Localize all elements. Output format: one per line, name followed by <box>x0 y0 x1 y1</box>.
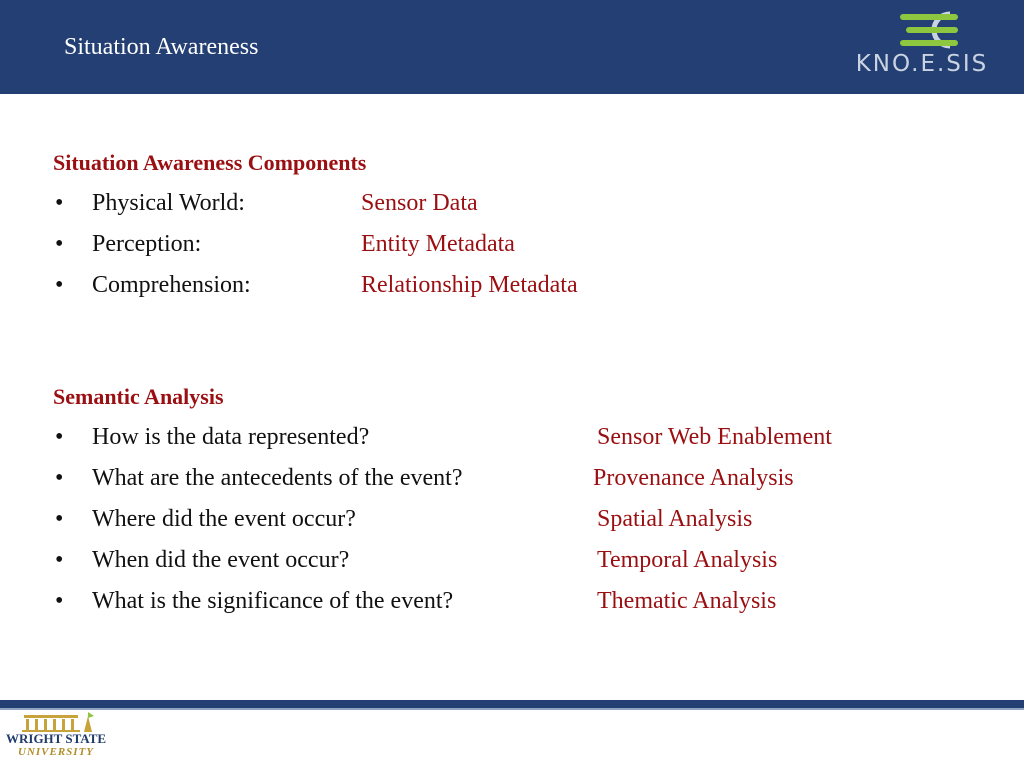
analysis-question: Where did the event occur? <box>92 506 356 532</box>
component-value: Entity Metadata <box>361 231 515 257</box>
analysis-question: What are the antecedents of the event? <box>92 465 463 491</box>
analysis-method: Temporal Analysis <box>597 547 778 573</box>
bullet-icon: • <box>55 190 64 216</box>
analysis-question: How is the data represented? <box>92 424 370 450</box>
analysis-method: Spatial Analysis <box>597 506 753 532</box>
knoesis-logo <box>838 8 1006 88</box>
bullet-icon: • <box>55 424 64 450</box>
component-label: Perception: <box>92 231 202 257</box>
analysis-method: Thematic Analysis <box>597 588 777 614</box>
analysis-method: Provenance Analysis <box>593 465 794 491</box>
footer-accent-line <box>0 708 1024 710</box>
analysis-question: When did the event occur? <box>92 547 350 573</box>
page-title: Situation Awareness <box>64 34 259 60</box>
footer-bar <box>0 700 1024 708</box>
component-value: Relationship Metadata <box>361 272 578 298</box>
component-label: Comprehension: <box>92 272 251 298</box>
university-name: WRIGHT STATE <box>6 731 107 746</box>
analysis-method: Sensor Web Enablement <box>597 424 832 450</box>
analysis-heading: Semantic Analysis <box>53 384 224 409</box>
header-bar <box>0 0 1024 94</box>
bullet-icon: • <box>55 272 64 298</box>
bullet-icon: • <box>55 588 64 614</box>
components-heading: Situation Awareness Components <box>53 150 367 175</box>
wright-state-logo <box>6 712 106 766</box>
analysis-question: What is the significance of the event? <box>92 588 454 614</box>
bullet-icon: • <box>55 465 64 491</box>
bullet-icon: • <box>55 506 64 532</box>
knoesis-wordmark: KNO.E.SIS <box>855 51 989 77</box>
university-subtitle: UNIVERSITY <box>18 746 95 758</box>
component-value: Sensor Data <box>361 190 478 216</box>
bullet-icon: • <box>55 231 64 257</box>
bullet-icon: • <box>55 547 64 573</box>
knoesis-logo-icon <box>838 8 1006 52</box>
component-label: Physical World: <box>92 190 245 216</box>
